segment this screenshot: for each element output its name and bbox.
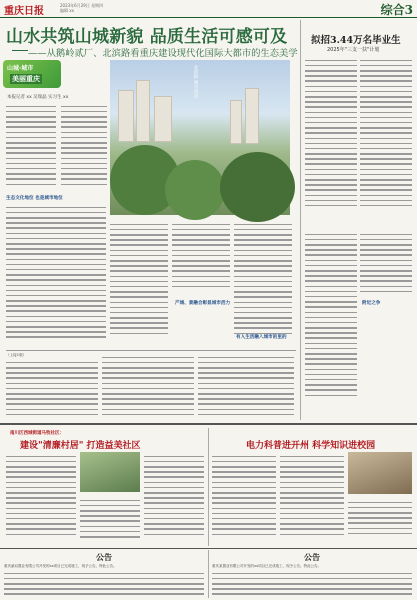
notice-text: 重庆渝双置业有限公司开发的xx项目已完成竣工，现予公告。特此公告。 bbox=[4, 564, 117, 568]
main-subhead: ——从鹅岭贰厂、北滨路看重庆建设现代化国际大都市的生态美学 bbox=[28, 48, 298, 59]
photo-building bbox=[230, 100, 242, 144]
newspaper-logo: 重庆日报 bbox=[4, 6, 44, 17]
article-bottom-col-3 bbox=[198, 353, 294, 421]
left-box-kicker: 南川区西城街道马牧社区： bbox=[10, 431, 64, 436]
notice-divider bbox=[0, 548, 417, 549]
notice-title-left: 公告 bbox=[96, 552, 112, 562]
side-column-3 bbox=[305, 230, 357, 420]
article-column-5 bbox=[234, 220, 292, 348]
subhead-dash bbox=[12, 50, 28, 51]
photo-building bbox=[136, 80, 150, 142]
photo-caption: 北滨路 城市风景 bbox=[193, 65, 198, 98]
photo-tree bbox=[165, 160, 225, 220]
side-column-4 bbox=[360, 230, 412, 420]
side-headline: 拟招3.44万名毕业生 bbox=[311, 35, 401, 46]
right-box-col-3 bbox=[348, 498, 412, 544]
masthead-meta bbox=[60, 3, 103, 13]
article-bottom-col-2 bbox=[102, 353, 194, 421]
box-divider bbox=[208, 428, 209, 546]
article-column-3 bbox=[110, 220, 168, 348]
divider bbox=[6, 350, 296, 351]
photo-building bbox=[154, 96, 172, 142]
badge-line1: 山城·城市 bbox=[7, 65, 34, 72]
section-head-2: 产城、景融合彰显城市活力 bbox=[175, 301, 231, 306]
top-rule bbox=[0, 17, 417, 18]
continued-label: （上接1版） bbox=[6, 353, 27, 357]
right-box-col-1 bbox=[212, 452, 276, 544]
notice-body-left bbox=[4, 564, 204, 598]
badge-line2: 美丽重庆 bbox=[12, 75, 40, 83]
side-section-head: 附近之争 bbox=[362, 301, 381, 306]
left-box-photo bbox=[80, 452, 140, 492]
notice-body-right bbox=[212, 564, 412, 598]
left-box-col-2 bbox=[80, 496, 140, 544]
left-box-title: 建设"清廉村居" 打造益美社区 bbox=[20, 441, 141, 451]
section-divider bbox=[0, 423, 417, 425]
article-column-2 bbox=[61, 102, 107, 192]
section-head-1: 生态文化地位 也是城市地位 bbox=[6, 196, 63, 201]
section-head-3: 有人生活融入城市的里的 bbox=[236, 335, 287, 340]
article-bottom-col-1 bbox=[6, 353, 98, 421]
article-column-1 bbox=[6, 102, 56, 192]
article-column-4 bbox=[172, 220, 230, 348]
notice-text: 重庆某置业有限公司开发的xx项目已完成竣工，现予公告。特此公告。 bbox=[212, 564, 322, 568]
side-column-1 bbox=[305, 56, 357, 226]
main-photo bbox=[110, 60, 290, 215]
main-headline: 山水共筑山城新貌 品质生活可感可及 bbox=[6, 27, 288, 47]
right-box-photo bbox=[348, 452, 412, 494]
left-box-col-1 bbox=[6, 452, 76, 544]
photo-tree bbox=[220, 152, 295, 222]
notice-title-right: 公告 bbox=[304, 552, 320, 562]
masthead-date: 2023年6月29日 星期四 bbox=[60, 3, 104, 8]
article-column-1b bbox=[6, 203, 106, 348]
masthead-editor: 编辑 xx bbox=[60, 8, 75, 13]
section-tag: 综合3 bbox=[380, 3, 413, 17]
photo-building bbox=[245, 88, 259, 144]
byline: 本报记者 xx 吴瑞晶 实习生 xx bbox=[7, 95, 69, 100]
side-subhead: 2025年"三支一扶"计划 bbox=[327, 47, 380, 53]
right-box-title: 电力科普进开州 科学知识进校园 bbox=[246, 441, 376, 451]
photo-building bbox=[118, 90, 134, 142]
left-box-col-3 bbox=[144, 452, 204, 544]
right-box-col-2 bbox=[280, 452, 344, 544]
notice-col-divider bbox=[208, 550, 209, 598]
column-divider bbox=[300, 20, 301, 420]
side-column-2 bbox=[360, 56, 412, 226]
